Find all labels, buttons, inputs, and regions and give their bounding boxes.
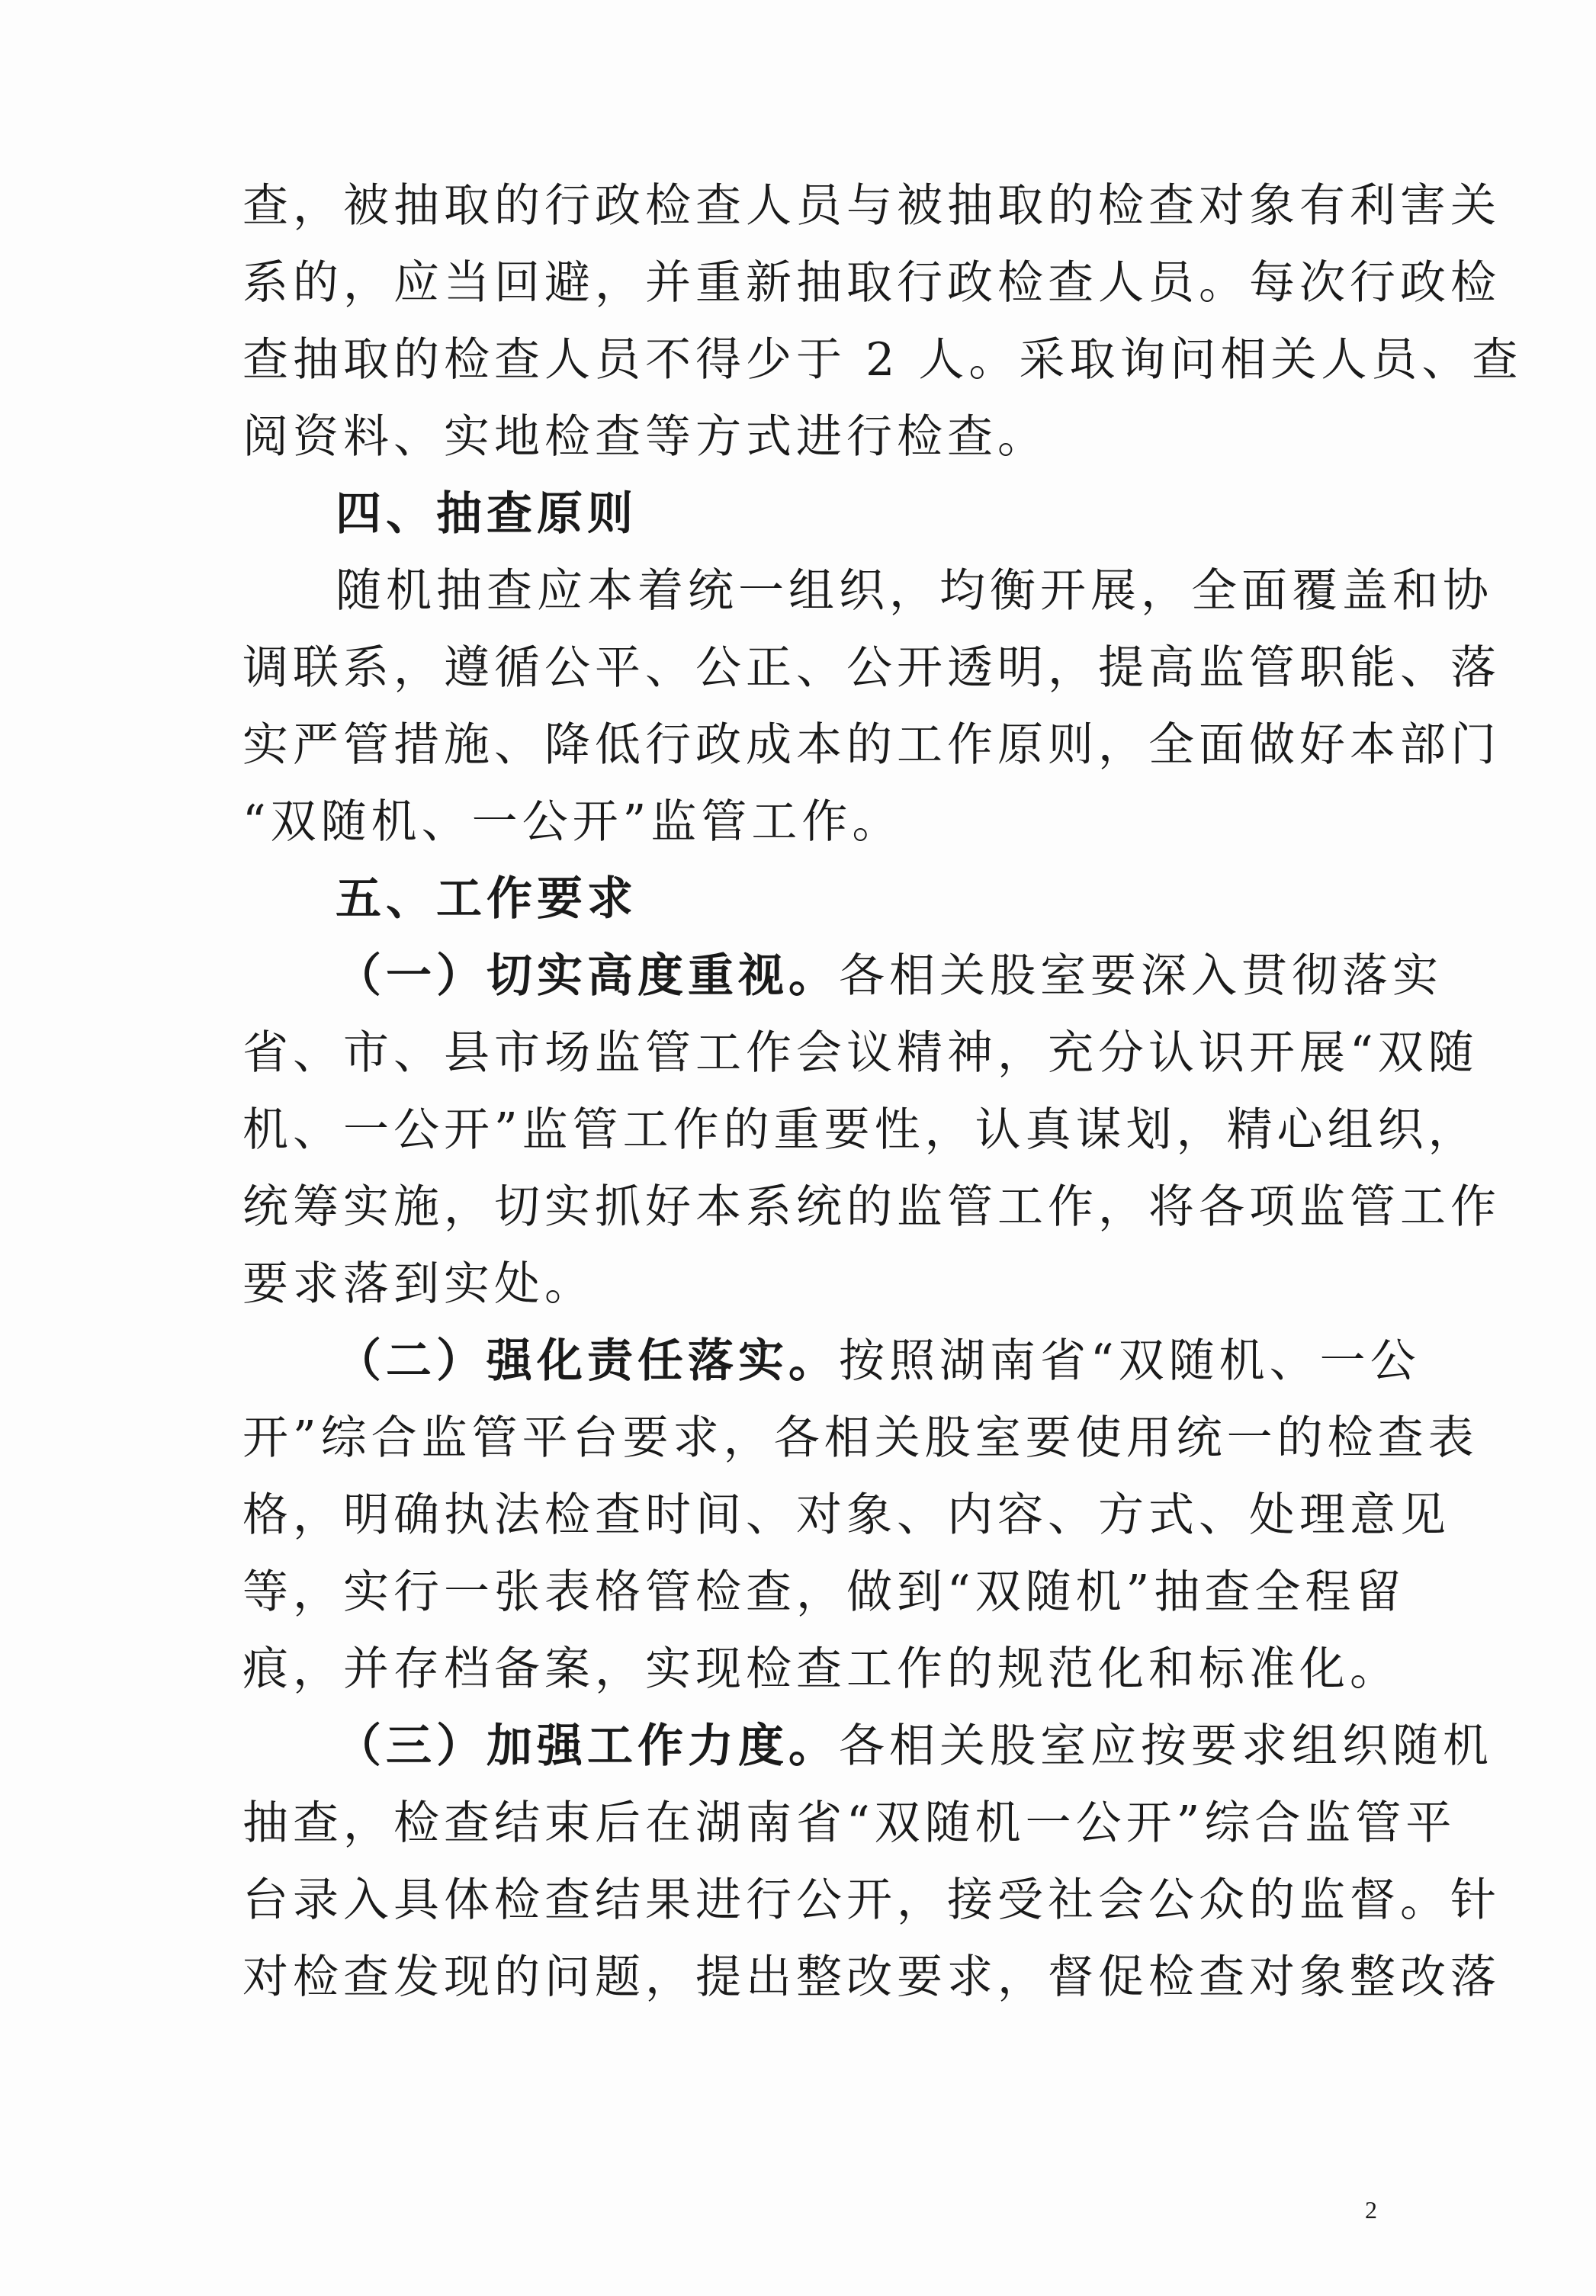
line-text: 五、工作要求 [336,872,637,926]
line-text: 实严管措施、降低行政成本的工作原则，全面做好本部门 [242,718,1501,772]
text-line [242,168,1501,245]
text-line [242,1862,1501,1939]
line-text: 查，被抽取的行政检查人员与被抽取的检查对象有利害关 [242,179,1501,233]
line-text: 格，明确执法检查时间、对象、内容、方式、处理意见 [242,1488,1450,1542]
text-line [242,1092,1479,1169]
line-text: 按照湖南省“双随机、一公 [839,1334,1421,1388]
line-text: 台录入具体检查结果进行公开，接受社会公众的监督。针 [242,1874,1501,1927]
text-line [242,1708,1493,1785]
text-line [242,1939,1501,2016]
line-text: 四、抽查原则 [336,487,637,541]
line-text: 调联系，遵循公平、公正、公开透明，提高监管职能、落 [242,641,1501,695]
text-line [242,1323,1421,1400]
text-line [242,784,1356,861]
line-text: 痕，并存档备案，实现检查工作的规范化和标准化。 [242,1643,1400,1696]
text-line [242,1169,1501,1246]
line-text: 机、一公开”监管工作的重要性，认真谋划，精心组织， [242,1103,1479,1157]
text-line [242,553,1493,630]
text-line [242,1477,1450,1554]
text-line [242,1015,1479,1092]
line-text: 等，实行一张表格管检查，做到“双随机”抽查全程留 [242,1565,1406,1619]
line-text: 各相关股室要深入贯彻落实 [839,949,1443,1003]
text-line [242,1400,1479,1477]
line-text: 随机抽查应本着统一组织，均衡开展，全面覆盖和协 [336,564,1493,618]
text-line [242,707,1501,784]
text-line [242,1785,1456,1862]
line-text: “双随机、一公开”监管工作。 [242,795,903,849]
line-text: 各相关股室应按要求组织随机 [839,1720,1493,1773]
text-line [242,1246,1356,1323]
line-text: 要求落到实处。 [242,1257,595,1311]
text-line [242,399,1356,476]
line-text: 统筹实施，切实抓好本系统的监管工作，将各项监管工作 [242,1180,1501,1234]
line-text: 对检查发现的问题，提出整改要求，督促检查对象整改落 [242,1951,1501,2004]
text-line [242,1631,1400,1708]
text-line [242,630,1501,707]
line-text: 系的，应当回避，并重新抽取行政检查人员。每次行政检 [242,256,1501,310]
line-text: 阅资料、实地检查等方式进行检查。 [242,410,1048,464]
text-line [242,245,1501,322]
subsection-lead: （三）加强工作力度。 [336,1720,839,1773]
line-text: 查抽取的检查人员不得少于 2 人。采取询问相关人员、查 [242,333,1523,387]
line-text: 省、市、县市场监管工作会议精神，充分认识开展“双随 [242,1026,1479,1080]
subsection-lead: （二）强化责任落实。 [336,1334,839,1388]
text-line [242,938,1443,1015]
page-number: 2 [1365,2196,1377,2224]
line-text: 抽查，检查结束后在湖南省“双随机一公开”综合监管平 [242,1797,1456,1850]
document-body [242,168,1523,2016]
section-heading [242,861,1356,938]
text-line [242,322,1523,399]
text-line [242,1554,1406,1631]
section-heading [242,476,1356,553]
subsection-lead: （一）切实高度重视。 [336,949,839,1003]
line-text: 开”综合监管平台要求，各相关股室要使用统一的检查表 [242,1411,1479,1465]
